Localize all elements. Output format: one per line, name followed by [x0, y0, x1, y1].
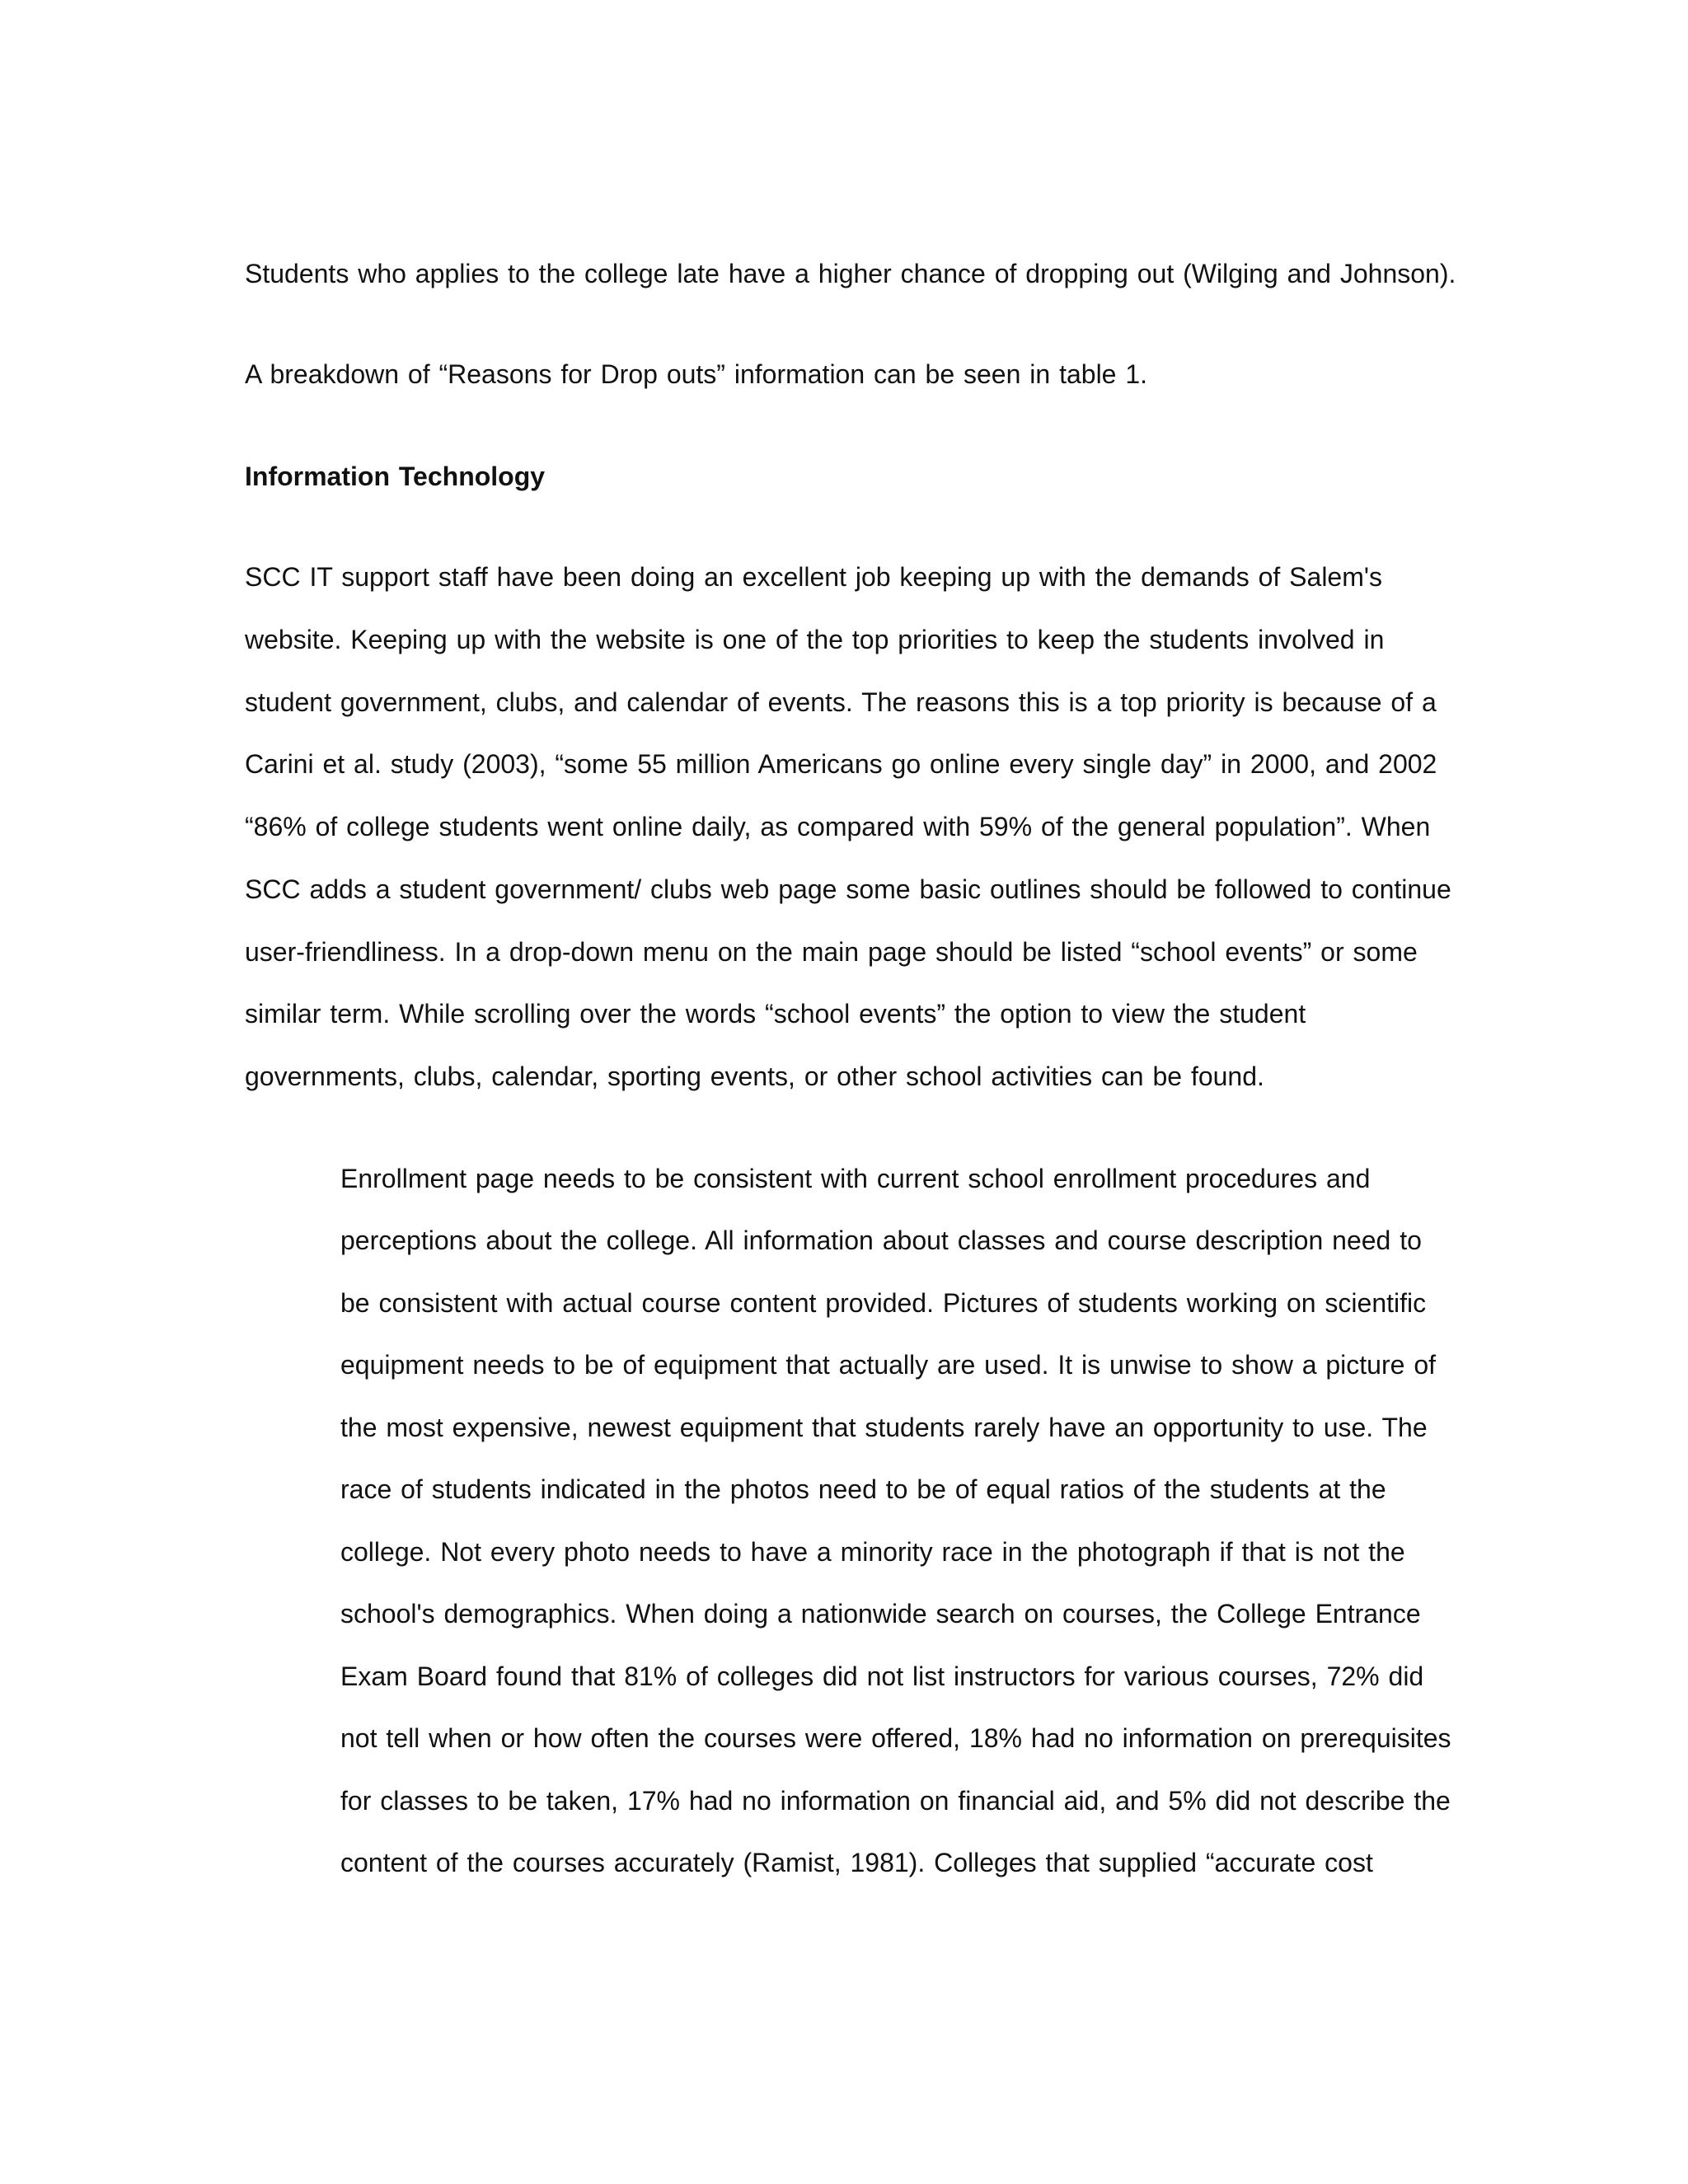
paragraph-line: user-friendliness. In a drop-down menu on the main page should be listed “school events” or some	[245, 937, 1418, 967]
paragraph-line: be consistent with actual course content provided. Pictures of students working on scientific	[340, 1288, 1427, 1318]
paragraph-line: SCC adds a student government/ clubs web page some basic outlines should be followed to continue	[245, 874, 1451, 904]
paragraph-line: similar term. While scrolling over the words “school events” the option to view the student	[245, 999, 1306, 1029]
intro-line: Students who applies to the college late have a higher chance of dropping out (Wilging and Johnson).	[245, 259, 1456, 288]
paragraph-line: the most expensive, newest equipment that students rarely have an opportunity to use. The	[340, 1413, 1428, 1442]
paragraph-line: race of students indicated in the photos need to be of equal ratios of the students at the	[340, 1474, 1386, 1504]
paragraph-line: website. Keeping up with the website is one of the top priorities to keep the students involved in	[245, 625, 1385, 654]
paragraph-line: not tell when or how often the courses were offered, 18% had no information on prerequisites	[340, 1723, 1451, 1753]
paragraph-line: content of the courses accurately (Ramist, 1981). Colleges that supplied “accurate cost	[340, 1848, 1373, 1877]
paragraph-line: college. Not every photo needs to have a minority race in the photograph if that is not the	[340, 1537, 1405, 1567]
intro-line: A breakdown of “Reasons for Drop outs” information can be seen in table 1.	[245, 359, 1148, 389]
paragraph-line: governments, clubs, calendar, sporting events, or other school activities can be found.	[245, 1062, 1264, 1091]
paragraph-line: Enrollment page needs to be consistent with current school enrollment procedures and	[340, 1164, 1371, 1193]
paragraph-line: SCC IT support staff have been doing an excellent job keeping up with the demands of Salem's	[245, 562, 1382, 592]
section-heading: Information Technology	[245, 462, 546, 491]
paragraph-line: student government, clubs, and calendar of events. The reasons this is a top priority is because of a	[245, 687, 1437, 717]
paragraph-line: Carini et al. study (2003), “some 55 million Americans go online every single day” in 2000, and 2002	[245, 749, 1437, 779]
paragraph-line: for classes to be taken, 17% had no information on financial aid, and 5% did not describe the	[340, 1786, 1451, 1816]
paragraph-line: school's demographics. When doing a nationwide search on courses, the College Entrance	[340, 1599, 1421, 1629]
paragraph-line: perceptions about the college. All information about classes and course description need to	[340, 1226, 1422, 1255]
paragraph-line: equipment needs to be of equipment that actually are used. It is unwise to show a picture of	[340, 1350, 1436, 1380]
paragraph-line: “86% of college students went online daily, as compared with 59% of the general population”. When	[245, 812, 1431, 841]
paragraph-line: Exam Board found that 81% of colleges did not list instructors for various courses, 72% did	[340, 1661, 1424, 1691]
